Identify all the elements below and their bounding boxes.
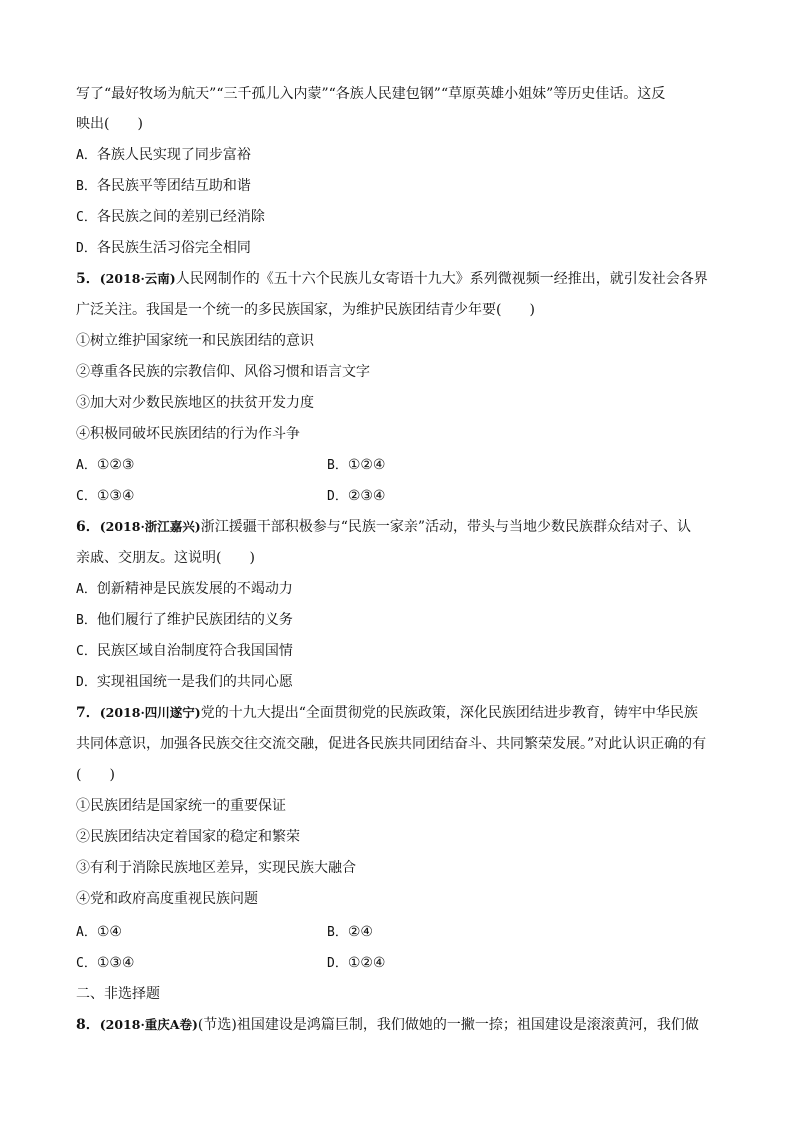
option-text: 各族人民实现了同步富裕 [96, 147, 251, 163]
option-text: ①②④ [347, 457, 386, 473]
option-letter: B． [327, 458, 348, 473]
q7-option-c[interactable] [76, 951, 134, 975]
section-heading: 二、非选择题 [76, 986, 160, 1002]
option-text: 民族区域自治制度符合我国国情 [96, 643, 293, 659]
option-letter: B． [76, 179, 97, 194]
q7-option-d[interactable] [327, 951, 385, 975]
q6-stem-line-1 [76, 515, 726, 539]
q7-option-b[interactable] [327, 920, 373, 944]
q6-option-a[interactable] [76, 577, 726, 601]
option-letter: C． [76, 956, 97, 971]
q5-item-1: ①树立维护国家统一和民族团结的意识 [76, 333, 314, 349]
option-text: ②③④ [347, 488, 386, 504]
question-text: 人民网制作的《五十六个民族儿女寄语十九大》系列微视频一经推出，就引发社会各界 [175, 271, 708, 287]
q6-option-d[interactable] [76, 670, 726, 694]
option-text: ②④ [347, 924, 373, 940]
intro-option-a[interactable] [76, 143, 726, 167]
q7-item-4: ④党和政府高度重视民族问题 [76, 891, 258, 907]
option-letter: C． [76, 210, 97, 225]
q5-stem-line-2: 广泛关注。我国是一个统一的多民族国家，为维护民族团结青少年要( ) [76, 302, 535, 318]
option-text: 各民族之间的差别已经消除 [96, 209, 265, 225]
intro-option-b[interactable] [76, 174, 726, 198]
q7-option-a[interactable] [76, 920, 122, 944]
option-text: 他们履行了维护民族团结的义务 [96, 612, 293, 628]
option-letter: A． [76, 148, 97, 163]
q5-option-c[interactable] [76, 484, 134, 508]
option-letter: D． [327, 489, 348, 504]
intro-option-c[interactable] [76, 205, 726, 229]
q8-stem-line-1 [76, 1013, 726, 1037]
q5-option-b[interactable] [327, 453, 385, 477]
option-letter: C． [76, 489, 97, 504]
question-text: 浙江援疆干部积极参与“民族一家亲”活动，带头与当地少数民族群众结对子、认 [200, 519, 692, 535]
option-text: 各民族平等团结互助和谐 [96, 178, 251, 194]
option-letter: B． [327, 925, 348, 940]
q5-item-4: ④积极同破坏民族团结的行为作斗争 [76, 426, 300, 442]
option-text: ①④ [96, 924, 122, 940]
intro-stem-line-1: 写了“最好牧场为航天”“三千孤儿入内蒙”“各族人民建包钢”“草原英雄小姐妹”等历史佳话。这反 [76, 86, 666, 102]
option-text: ①②③ [96, 457, 135, 473]
question-source: (2018·四川遂宁) [99, 705, 201, 720]
q5-item-2: ②尊重各民族的宗教信仰、风俗习惯和语言文字 [76, 364, 370, 380]
option-text: 实现祖国统一是我们的共同心愿 [96, 674, 293, 690]
option-letter: A． [76, 582, 97, 597]
q7-stem-line-1 [76, 701, 726, 725]
option-letter: D． [327, 956, 348, 971]
option-letter: D． [76, 675, 97, 690]
option-letter: B． [76, 613, 97, 628]
intro-stem-line-2: 映出( ) [76, 116, 143, 132]
q5-option-a[interactable] [76, 453, 134, 477]
q7-stem-line-3: ( ) [76, 767, 115, 783]
option-letter: A． [76, 458, 97, 473]
question-number: 6． [76, 519, 100, 535]
q5-stem-line-1 [76, 267, 726, 291]
q7-stem-line-2: 共同体意识，加强各民族交往交流交融，促进各民族共同团结奋斗、共同繁荣发展。”对此认识正确的有 [76, 736, 707, 752]
option-text: ①③④ [96, 488, 135, 504]
q7-item-1: ①民族团结是国家统一的重要保证 [76, 798, 286, 814]
question-source: (2018·重庆A卷) [99, 1017, 198, 1032]
question-text: 党的十九大提出“全面贯彻党的民族政策，深化民族团结进步教育，铸牢中华民族 [200, 705, 698, 721]
q6-option-c[interactable] [76, 639, 726, 663]
option-letter: C． [76, 644, 97, 659]
option-letter: A． [76, 925, 97, 940]
question-number: 7． [76, 705, 100, 721]
question-text: (节选)祖国建设是鸿篇巨制，我们做她的一撇一捺；祖国建设是滚滚黄河，我们做 [197, 1017, 699, 1033]
question-source: (2018·云南) [99, 271, 176, 286]
option-text: 创新精神是民族发展的不竭动力 [96, 581, 293, 597]
q6-stem-line-2: 亲戚、交朋友。这说明( ) [76, 550, 255, 566]
option-text: 各民族生活习俗完全相同 [96, 240, 251, 256]
question-number: 8． [76, 1017, 100, 1033]
q7-item-2: ②民族团结决定着国家的稳定和繁荣 [76, 829, 300, 845]
q5-item-3: ③加大对少数民族地区的扶贫开发力度 [76, 395, 314, 411]
option-letter: D． [76, 241, 97, 256]
option-text: ①②④ [347, 955, 386, 971]
q5-option-d[interactable] [327, 484, 385, 508]
question-source: (2018·浙江嘉兴) [99, 519, 201, 534]
option-text: ①③④ [96, 955, 135, 971]
q7-item-3: ③有利于消除民族地区差异，实现民族大融合 [76, 860, 356, 876]
q6-option-b[interactable] [76, 608, 726, 632]
intro-option-d[interactable] [76, 236, 726, 260]
question-number: 5． [76, 271, 100, 287]
